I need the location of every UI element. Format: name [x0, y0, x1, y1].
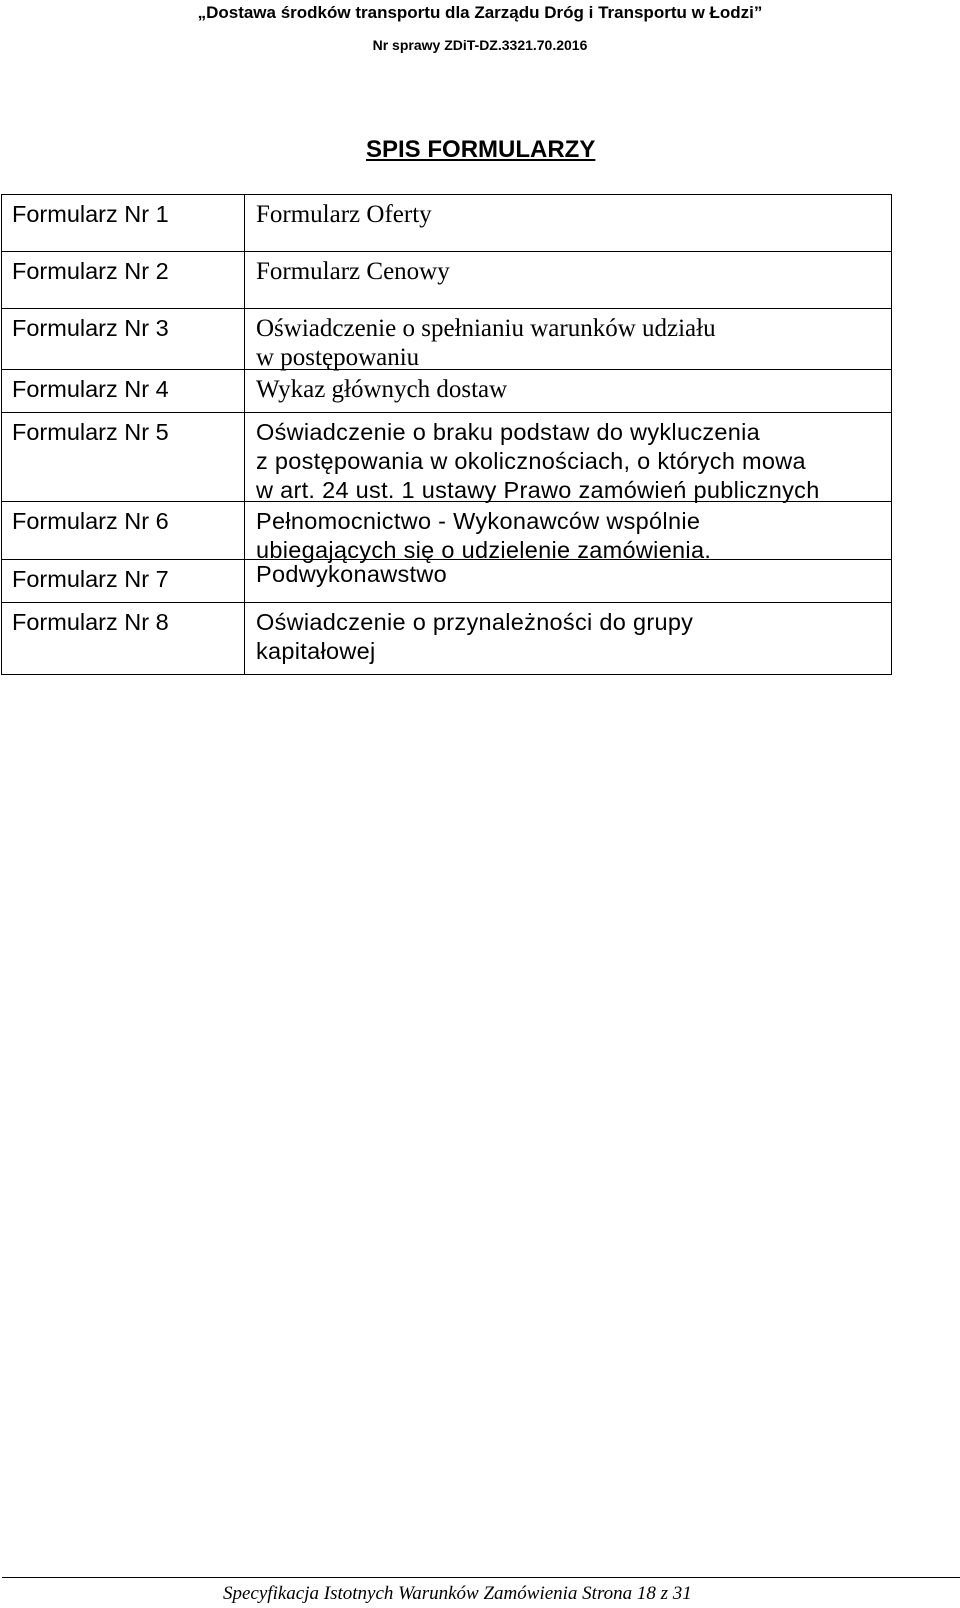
case-number: Nr sprawy ZDiT-DZ.3321.70.2016: [372, 37, 588, 53]
table-row: [2, 370, 892, 413]
form-number-cell: Formularz Nr 5: [2, 413, 245, 502]
form-description-line: Pełnomocnictwo - Wykonawców wspólnie: [256, 508, 701, 534]
form-description-cell: [245, 252, 892, 309]
form-description-line: Podwykonawstwo: [256, 561, 447, 587]
page-title: SPIS FORMULARZY: [366, 136, 596, 163]
form-number-cell: Formularz Nr 4: [2, 370, 245, 413]
form-description-cell: [245, 560, 892, 603]
form-description-line: w postępowaniu: [256, 344, 420, 371]
form-description-line: Formularz Cenowy: [256, 258, 450, 285]
form-description-line: ubiegających się o udzielenie zamówienia.: [256, 537, 712, 563]
form-number-cell: Formularz Nr 6: [2, 502, 245, 560]
form-number-cell: Formularz Nr 1: [2, 195, 245, 252]
form-description-cell: [245, 413, 892, 502]
form-description-line: Oświadczenie o przynależności do grupy: [256, 609, 694, 635]
form-description-line: Wykaz głównych dostaw: [256, 376, 508, 403]
form-description-line: kapitałowej: [256, 638, 376, 664]
table-row: [2, 413, 892, 502]
form-description-line: w art. 24 ust. 1 ustawy Prawo zamówień publicznych: [256, 477, 820, 503]
form-description-line: Formularz Oferty: [256, 201, 432, 228]
form-description-cell: [245, 603, 892, 675]
form-description-cell: [245, 502, 892, 563]
table-row: [2, 309, 892, 370]
form-description-line: Oświadczenie o braku podstaw do wykluczenia: [256, 419, 761, 445]
page-footer: Specyfikacja Istotnych Warunków Zamówienia Strona 18 z 31: [223, 1583, 692, 1604]
table-row: [2, 195, 892, 252]
form-number-cell: Formularz Nr 2: [2, 252, 245, 309]
form-description-cell: [245, 370, 892, 413]
table-row: [2, 603, 892, 675]
document-header-title: „Dostawa środków transportu dla Zarządu Dróg i Transportu w Łodzi”: [197, 3, 763, 22]
form-description-line: z postępowania w okolicznościach, o których mowa: [256, 448, 806, 474]
form-description-cell: [245, 195, 892, 252]
form-number-cell: Formularz Nr 7: [2, 560, 245, 603]
table-row: [2, 560, 892, 603]
form-description-line: Oświadczenie o spełnianiu warunków udziału: [256, 315, 716, 342]
table-row: [2, 252, 892, 309]
form-number-cell: Formularz Nr 3: [2, 309, 245, 370]
form-number-cell: Formularz Nr 8: [2, 603, 245, 675]
forms-table: [1, 194, 892, 675]
footer-divider: [2, 1577, 960, 1578]
form-description-cell: [245, 309, 892, 370]
table-row: [2, 502, 892, 563]
